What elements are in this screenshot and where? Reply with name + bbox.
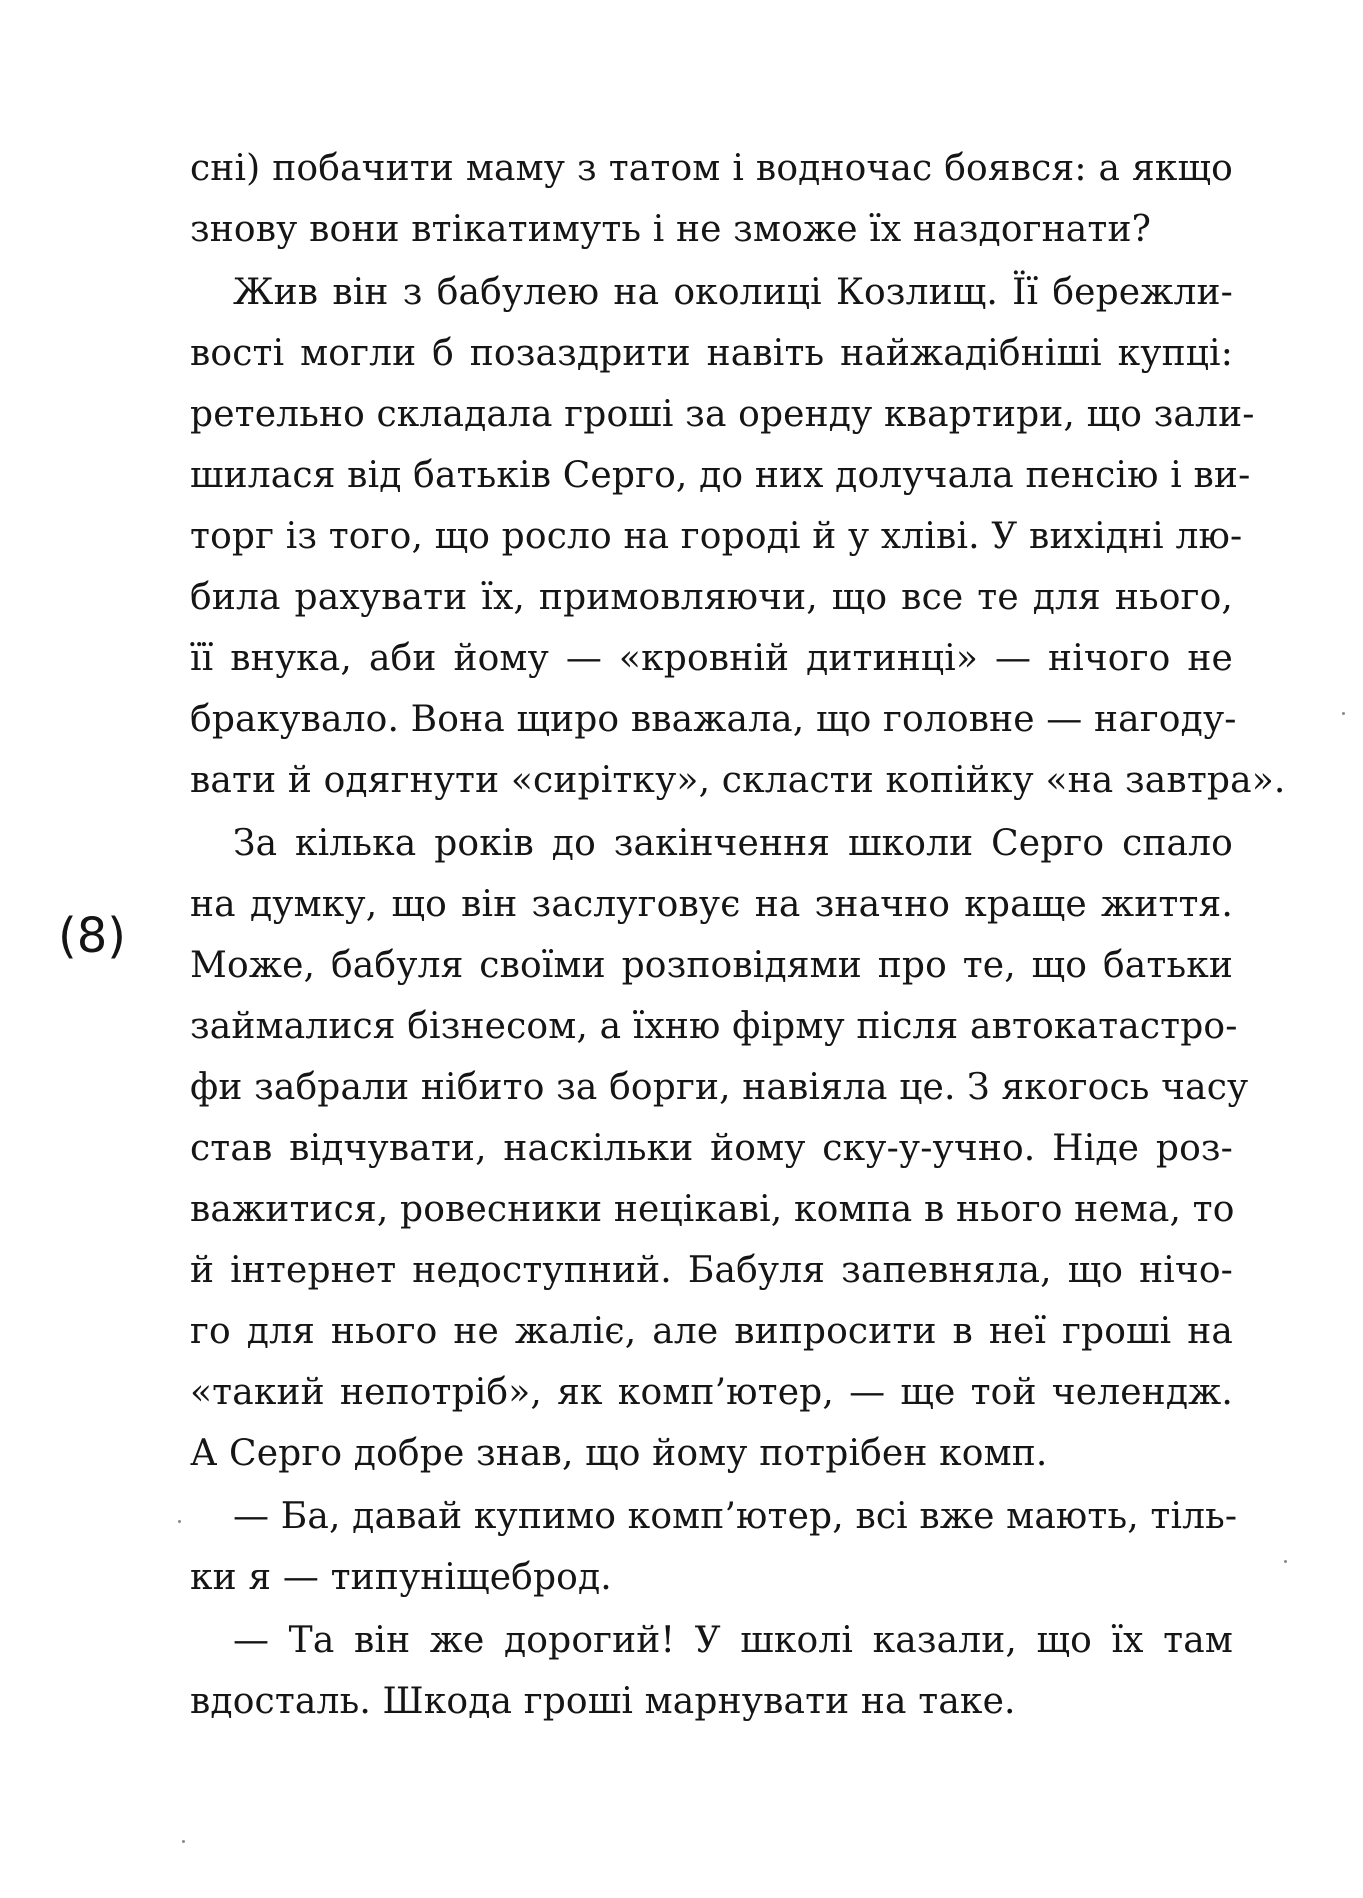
- text-line: Може, бабуля своїми розповідями про те, що батьки: [190, 945, 1233, 986]
- text-line: й інтернет недоступний. Бабуля запевняла, що нічо-: [190, 1250, 1233, 1291]
- text-line: торг із того, що росло на городі й у хліві. У вихідні лю-: [190, 516, 1243, 557]
- text-line: За кілька років до закінчення школи Серго спало: [233, 823, 1233, 864]
- text-line: — Та він же дорогий! У школі казали, що їх там: [233, 1620, 1233, 1661]
- paper-speck: [178, 1520, 181, 1523]
- paper-speck: [1342, 712, 1345, 715]
- text-line: ки я — типуніщеброд.: [190, 1557, 612, 1598]
- text-line: бракувало. Вона щиро вважала, що головне — нагоду-: [190, 699, 1237, 740]
- text-line: била рахувати їх, примовляючи, що все те для нього,: [190, 577, 1233, 618]
- text-line: ретельно складала гроші за оренду квартири, що зали-: [190, 394, 1255, 435]
- text-line: «такий непотріб», як комп’ютер, — ще той челендж.: [190, 1372, 1233, 1413]
- text-line: знову вони втікатимуть і не зможе їх наздогнати?: [190, 209, 1152, 250]
- text-line: го для нього не жаліє, але випросити в неї гроші на: [190, 1311, 1233, 1352]
- body-text: [190, 138, 1286, 1732]
- text-line: А Серго добре знав, що йому потрібен комп.: [190, 1433, 1048, 1474]
- text-line: шилася від батьків Серго, до них долучала пенсію і ви-: [190, 455, 1251, 496]
- text-line: Жив він з бабулею на околиці Козлищ. Її бережли-: [233, 272, 1233, 313]
- text-line: став відчувати, наскільки йому ску-у-учно. Ніде роз-: [190, 1128, 1233, 1169]
- text-line: важитися, ровесники нецікаві, компа в нього нема, то: [190, 1189, 1235, 1230]
- text-line: сні) побачити маму з татом і водночас боявся: а якщо: [190, 148, 1233, 189]
- page-number: (8): [58, 908, 126, 964]
- text-line: її внука, аби йому — «кровній дитинці» — нічого не: [190, 638, 1233, 679]
- text-line: на думку, що він заслуговує на значно краще життя.: [190, 884, 1233, 925]
- paper-speck: [182, 1840, 185, 1843]
- text-line: — Ба, давай купимо комп’ютер, всі вже мають, тіль-: [233, 1496, 1238, 1537]
- text-line: фи забрали нібито за борги, навіяла це. З якогось часу: [190, 1067, 1249, 1108]
- text-line: вдосталь. Шкода гроші марнувати на таке.: [190, 1681, 1016, 1722]
- text-line: вості могли б позаздрити навіть найжадібніші купці:: [190, 333, 1233, 374]
- text-line: займалися бізнесом, а їхню фірму після автокатастро-: [190, 1006, 1238, 1047]
- paper-speck: [1284, 1560, 1287, 1563]
- text-line: вати й одягнути «сирітку», скласти копійку «на завтра».: [190, 760, 1286, 801]
